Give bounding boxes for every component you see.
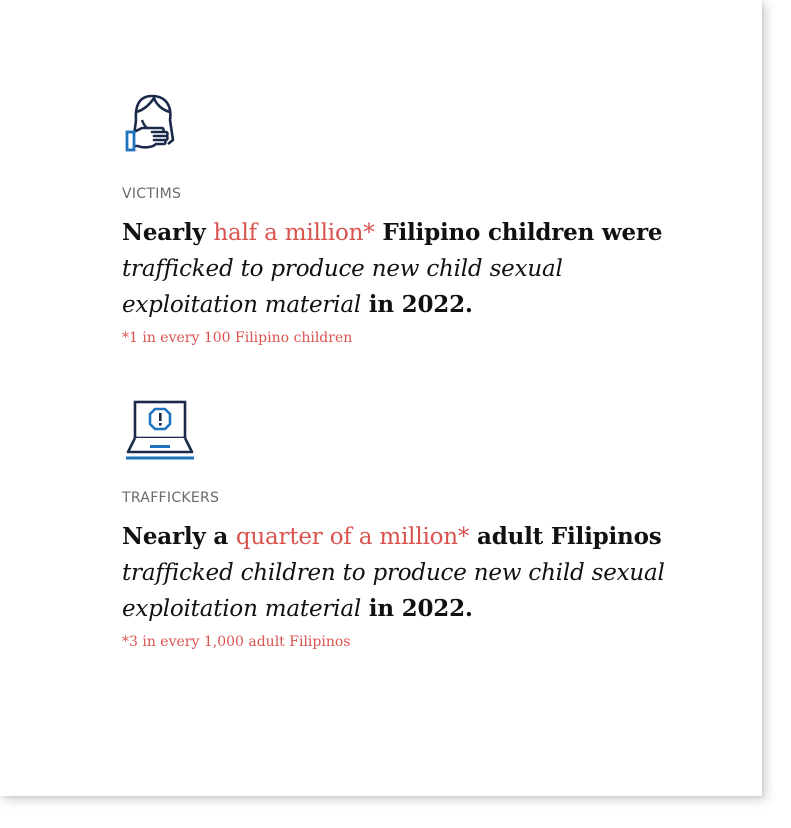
victims-footnote: *1 in every 100 Filipino children	[122, 330, 353, 346]
traffickers-section	[122, 396, 682, 651]
traffickers-statement-end: in 2022.	[361, 595, 473, 622]
traffickers-statement-lead: Nearly a	[122, 523, 236, 550]
child-covering-mouth-icon	[122, 92, 196, 158]
victims-statement	[122, 215, 682, 323]
victims-statement-mid: Filipino children were	[374, 219, 663, 246]
traffickers-statement	[122, 519, 682, 627]
traffickers-footnote: *3 in every 1,000 adult Filipinos	[122, 634, 351, 650]
victims-statement-end: in 2022.	[361, 291, 473, 318]
victims-label: VICTIMS	[122, 186, 182, 202]
traffickers-statement-italic: trafficked children to produce new child sexual exploitation material	[122, 560, 665, 622]
traffickers-highlight: quarter of a million*	[235, 524, 470, 550]
traffickers-statement-mid: adult Filipinos	[469, 523, 662, 550]
traffickers-label: TRAFFICKERS	[122, 490, 220, 506]
victims-statement-lead: Nearly	[122, 219, 214, 246]
victims-section	[122, 92, 682, 347]
victims-statement-italic: trafficked to produce new child sexual exploitation material	[122, 256, 563, 318]
victims-highlight: half a million*	[213, 220, 375, 246]
laptop-warning-icon	[122, 396, 196, 462]
